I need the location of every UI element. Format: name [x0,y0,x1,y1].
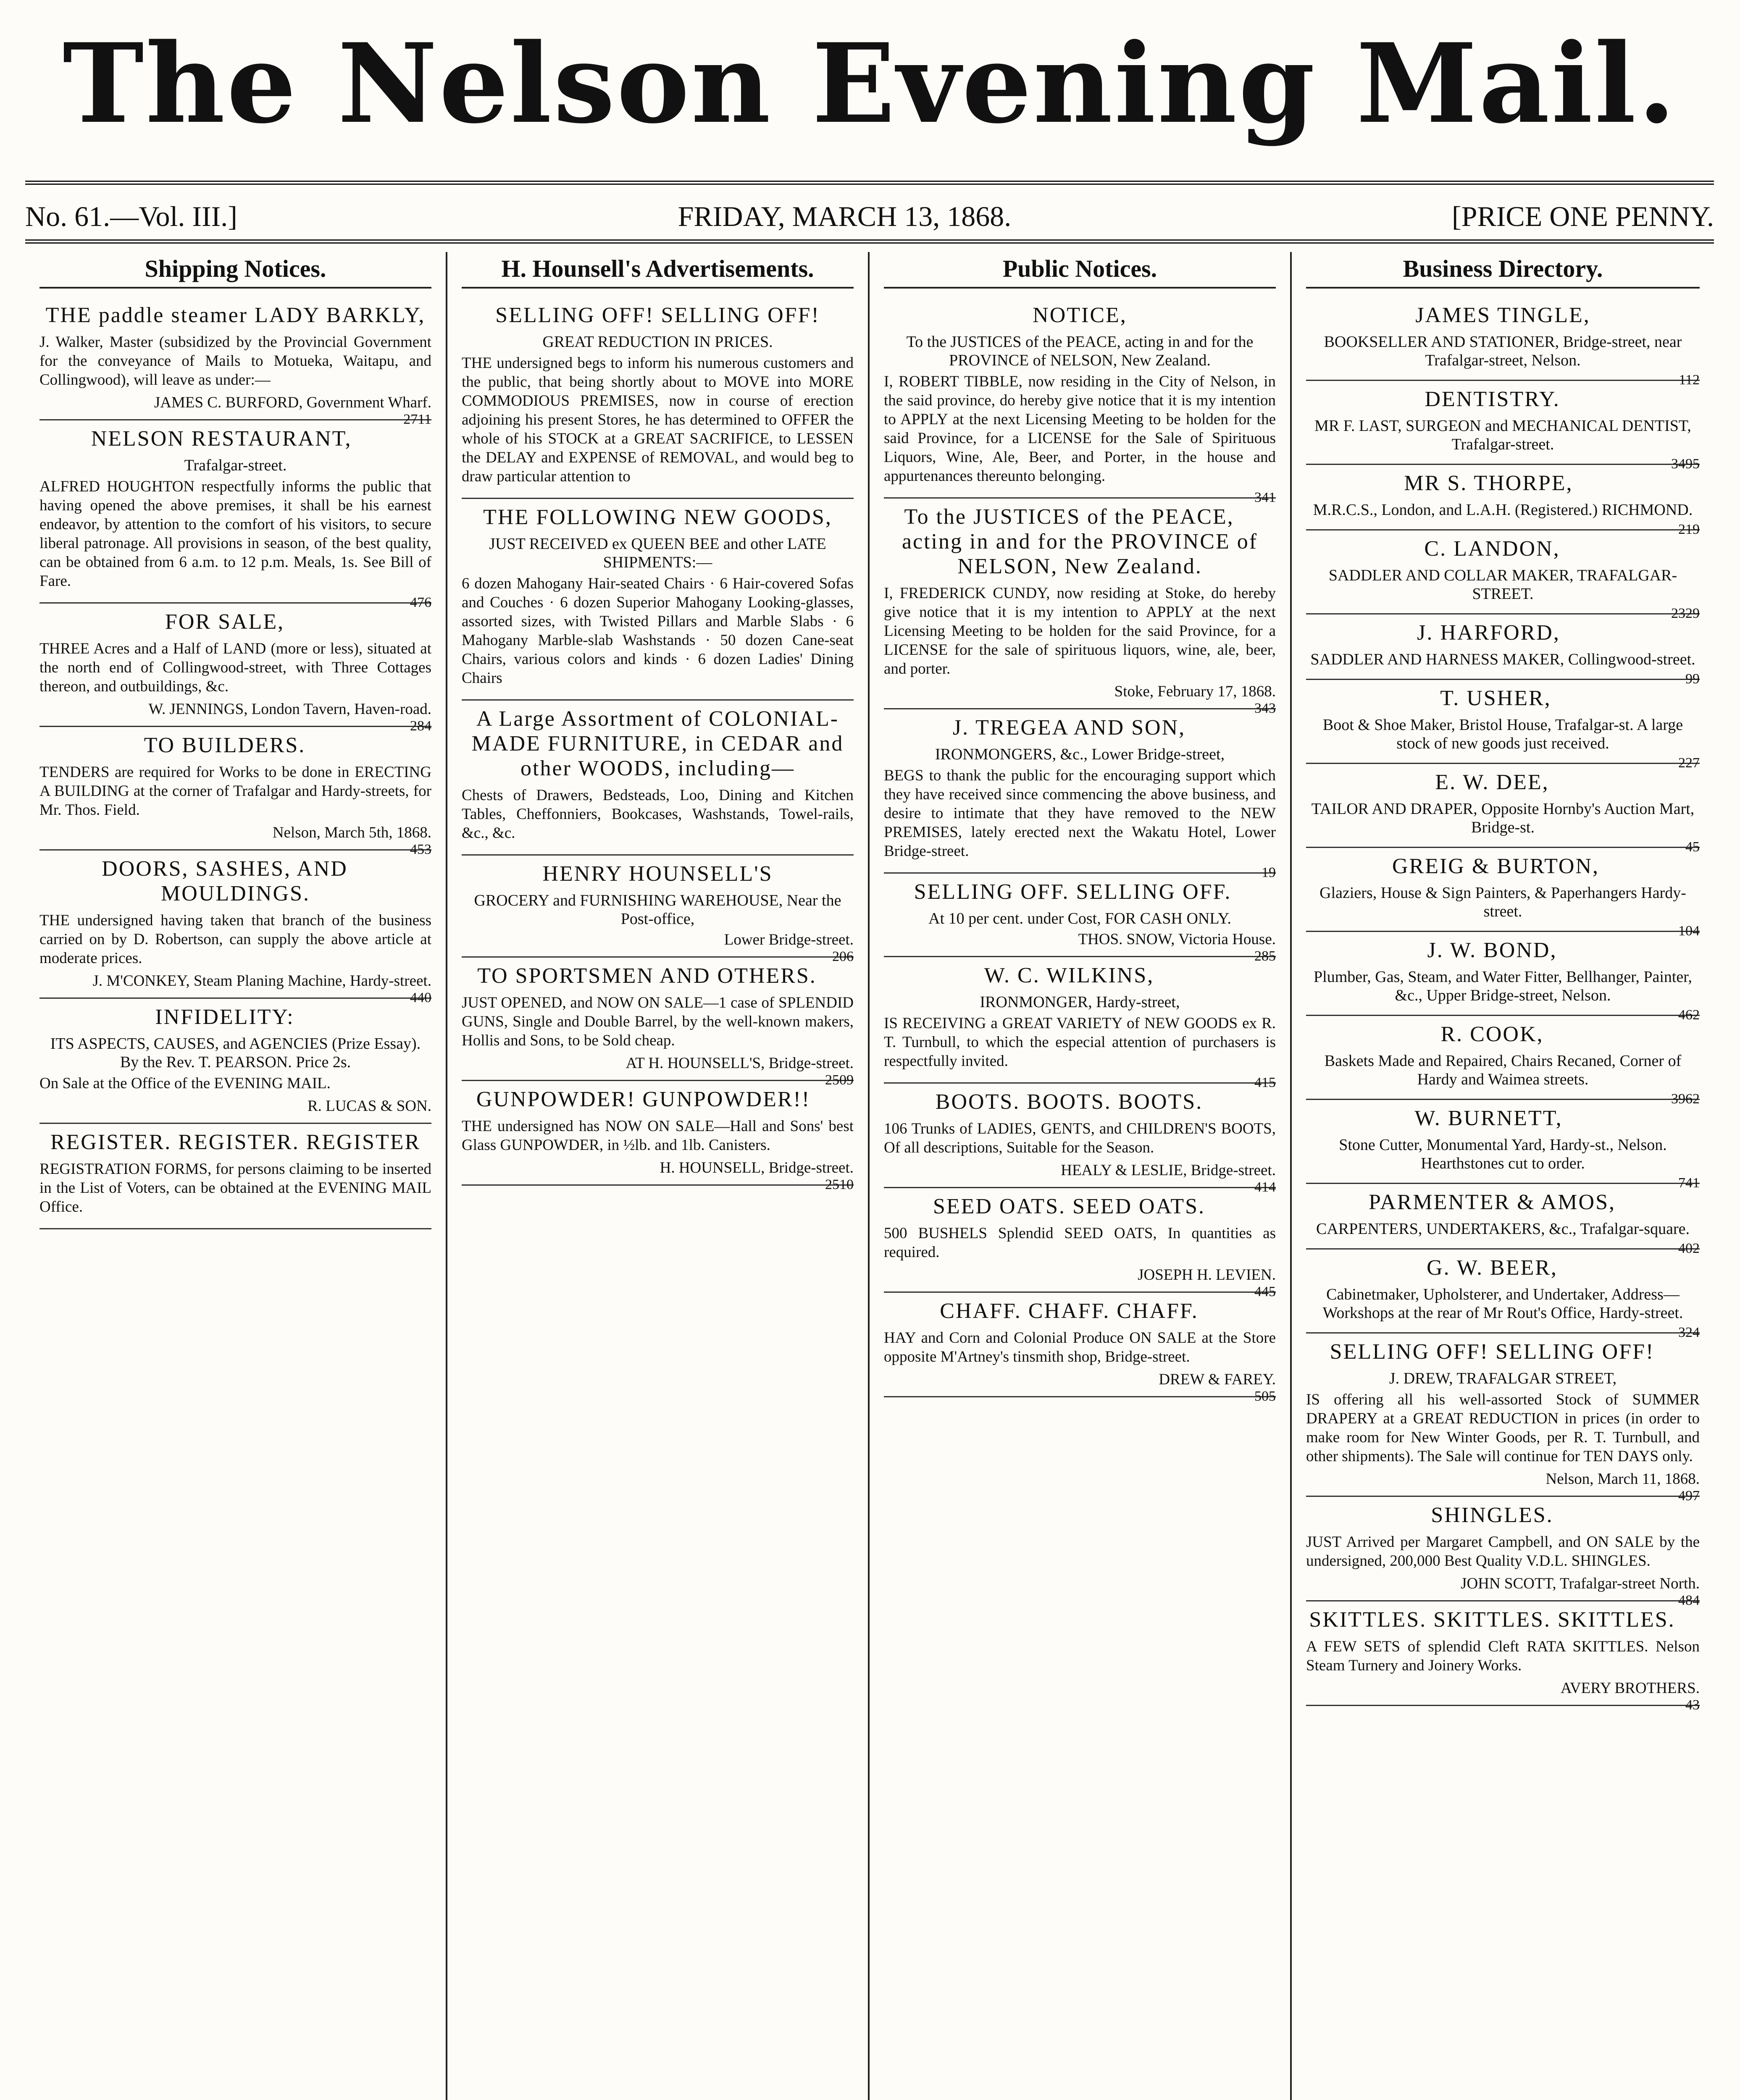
ad-sub: IRONMONGER, Hardy-street, [980,993,1180,1011]
ad-title: GUNPOWDER! GUNPOWDER!! [476,1087,811,1111]
advertisement [884,297,1276,505]
advertisement [884,957,1276,1090]
ad-sig: AVERY BROTHERS. [1560,1680,1700,1697]
ad-sub: Glaziers, House & Sign Painters, & Paperhangers Hardy-street. [1319,884,1686,920]
ad-sig: HEALY & LESLIE, Bridge-street. [1061,1162,1276,1179]
ad-title: J. W. BOND, [1427,938,1557,962]
ad-title: DENTISTRY. [1425,387,1560,411]
ad-sub: SADDLER AND HARNESS MAKER, Collingwood-street. [1310,651,1695,668]
ad-num: 484 [1678,1593,1700,1608]
ad-title: JAMES TINGLE, [1415,303,1590,327]
advertisement [462,1081,854,1192]
ad-title: TO BUILDERS. [144,733,306,757]
ad-sub: M.R.C.S., London, and L.A.H. (Registered.) RICHMOND. [1313,501,1693,519]
ad-num: 2509 [825,1072,854,1088]
ad-title: THE FOLLOWING NEW GOODS, [483,505,832,529]
ad-sig: Lower Bridge-street. [724,931,854,948]
ad-sub: JUST RECEIVED ex QUEEN BEE and other LATE SHIPMENTS:— [489,535,826,571]
ad-num: 284 [410,718,431,734]
ad-sig: J. M'CONKEY, Steam Planing Machine, Hardy-street. [92,972,431,990]
ad-num: 440 [410,990,431,1005]
column-4 [1292,252,1714,2100]
ad-body: J. Walker, Master (subsidized by the Provincial Government for the conveyance of Mails to Motueka, Waitapu, and Collingwood), will leave as under:— [39,333,431,388]
ad-title: GREIG & BURTON, [1392,854,1600,878]
advertisement [462,701,854,856]
ad-num: 415 [1254,1075,1276,1090]
ad-sub: At 10 per cent. under Cost, FOR CASH ONLY. [928,910,1231,927]
ad-body: ALFRED HOUGHTON respectfully informs the public that having opened the above premises, it shall be his earnest endeavor, by attention to the comfort of his visitors, to secure liberal patronage. All provisions in season, of the best quality, can be obtained from 6 a.m. to 12 p.m. Meals, 1s. See Bill of Fare. [39,478,431,590]
ad-sub: Stone Cutter, Monumental Yard, Hardy-st., Nelson. Hearthstones cut to order. [1339,1136,1667,1172]
ad-body: JUST Arrived per Margaret Campbell, and ON SALE by the undersigned, 200,000 Best Quality V.D.L. SHINGLES. [1306,1533,1700,1570]
ad-title: SHINGLES. [1431,1503,1553,1527]
advertisement [1306,297,1700,388]
advertisement [39,727,431,857]
ad-sub: Plumber, Gas, Steam, and Water Fitter, Bellhanger, Painter, &c., Upper Bridge-street, Nelson. [1314,968,1692,1004]
ad-sub: Cabinetmaker, Upholsterer, and Undertaker, Address—Workshops at the rear of Mr Rout's Office, Hardy-street. [1322,1286,1683,1322]
advertisement [1306,614,1700,687]
ad-title: G. W. BEER, [1427,1256,1558,1280]
advertisement [1306,1184,1700,1256]
dateline [25,197,1714,235]
ad-title: T. USHER, [1440,686,1551,710]
ad-sub: GROCERY and FURNISHING WAREHOUSE, Near the Post-office, [474,892,841,928]
ad-sig: H. HOUNSELL, Bridge-street. [660,1159,854,1176]
ad-num: 2711 [403,412,431,427]
ad-title: To the JUSTICES of the PEACE, acting in and for the PROVINCE of NELSON, New Zealand. [902,505,1258,578]
issue-number: No. 61.—Vol. III.] [25,200,237,232]
ad-body: IS offering all his well-assorted Stock of SUMMER DRAPERY at a GREAT REDUCTION in prices (in order to make room for New Winter Goods, per R. T. Turnbull, and other shipments). The Sale will continue for TEN DAYS only. [1306,1391,1700,1465]
ad-body: REGISTRATION FORMS, for persons claiming to be inserted in the List of Voters, can be obtained at the EVENING MAIL Office. [39,1160,431,1215]
ad-num: 476 [410,595,431,610]
ad-num: 45 [1685,839,1700,855]
ad-body: I, ROBERT TIBBLE, now residing in the City of Nelson, in the said province, do hereby give notice that it is my intention to APPLY at the next Licensing Meeting to be holden for the said Province, for a LICENSE for the Sale of Spirituous Liquors, Wine, Ale, Beer, and Porter, in the house and appurtenances thereunto belonging. [884,373,1276,485]
ad-title: J. TREGEA AND SON, [952,716,1186,740]
ad-sub: CARPENTERS, UNDERTAKERS, &c., Trafalgar-square. [1316,1220,1690,1238]
ad-sub: SADDLER AND COLLAR MAKER, TRAFALGAR-STREET. [1328,567,1677,603]
advertisement [39,297,431,427]
advertisement [884,1188,1276,1299]
ad-num: 112 [1679,372,1700,388]
advertisement [1306,932,1700,1023]
newspaper-title: The Nelson Evening Mail. [63,20,1677,148]
ad-body: THE undersigned having taken that branch of the business carried on by D. Robertson, can supply the above article at moderate prices. [39,912,431,967]
ad-title: SELLING OFF! SELLING OFF! [1330,1340,1655,1364]
ad-sub: Boot & Shoe Maker, Bristol House, Trafalgar-st. A large stock of new goods just received. [1322,716,1683,752]
advertisement [1306,381,1700,472]
ad-sig: JOSEPH H. LEVIEN. [1138,1266,1276,1284]
ad-title: SELLING OFF! SELLING OFF! [495,303,820,327]
advertisement [884,1293,1276,1404]
advertisement [462,856,854,964]
ad-body: IS RECEIVING a GREAT VARIETY of NEW GOODS ex R. T. Turnbull, to which the especial attention of purchasers is respectfully invited. [884,1015,1276,1070]
ad-sig: W. JENNINGS, London Tavern, Haven-road. [148,701,431,718]
ad-sig: AT H. HOUNSELL'S, Bridge-street. [626,1055,854,1072]
ad-num: 104 [1678,923,1700,939]
ad-sig: DREW & FAREY. [1159,1371,1276,1388]
ad-title: W. BURNETT, [1414,1106,1563,1130]
ad-num: 497 [1678,1488,1700,1504]
ad-sig: Nelson, March 5th, 1868. [272,824,431,841]
ad-num: 341 [1254,490,1276,505]
ad-sub: BOOKSELLER AND STATIONER, Bridge-street, near Trafalgar-street, Nelson. [1324,333,1682,369]
advertisement [39,850,431,1005]
advertisement [1306,680,1700,771]
ad-num: 453 [410,842,431,857]
advertisement [1306,465,1700,537]
ad-body: A FEW SETS of splendid Cleft RATA SKITTLES. Nelson Steam Turnery and Joinery Works. [1306,1638,1700,1674]
ad-title: INFIDELITY: [155,1005,294,1029]
ad-sub: IRONMONGERS, &c., Lower Bridge-street, [935,746,1225,763]
ad-sig: THOS. SNOW, Victoria House. [1078,931,1276,948]
ad-num: 324 [1678,1325,1700,1340]
ad-num: 2329 [1671,606,1700,621]
advertisement [39,604,431,734]
advertisement [1306,848,1700,939]
ad-num: 19 [1262,865,1276,880]
ad-num: 445 [1254,1284,1276,1299]
advertisement [462,958,854,1088]
ad-body: Chests of Drawers, Bedsteads, Loo, Dining and Kitchen Tables, Cheffonniers, Bookcases, Washstands, Towel-rails, &c., &c. [462,787,854,842]
ad-body: THE undersigned begs to inform his numerous customers and the public, that being shortly about to MOVE into MORE COMMODIOUS PREMISES, now in course of erection adjoining his present Stores, he has determined to OFFER the whole of his STOCK at a GREAT SACRIFICE, to LESSEN the DELAY and EXPENSE of REMOVAL, and would beg to draw particular attention to [462,354,854,485]
advertisement [884,499,1276,716]
ad-num: 505 [1254,1389,1276,1404]
ad-body: JUST OPENED, and NOW ON SALE—1 case of SPLENDID GUNS, Single and Double Barrel, by the well-known makers, Hollis and Sons, to be Sold cheap. [462,994,854,1049]
ad-num: 462 [1678,1007,1700,1023]
column-1 [25,252,447,2100]
ad-title: SELLING OFF. SELLING OFF. [914,880,1232,904]
ad-body: HAY and Corn and Colonial Produce ON SALE at the Store opposite M'Artney's tinsmith shop, Bridge-street. [884,1329,1276,1365]
ad-title: E. W. DEE, [1435,770,1549,794]
ad-sig: JAMES C. BURFORD, Government Wharf. [154,394,431,411]
ad-title: J. HARFORD, [1417,621,1560,645]
ad-body: 106 Trunks of LADIES, GENTS, and CHILDREN'S BOOTS, Of all descriptions, Suitable for the Season. [884,1120,1276,1156]
ad-title: SEED OATS. SEED OATS. [933,1194,1206,1218]
advertisement [39,1124,431,1229]
ad-title: W. C. WILKINS, [984,963,1154,987]
advertisement [1306,1100,1700,1191]
ad-sub: To the JUSTICES of the PEACE, acting in and for the PROVINCE of NELSON, New Zealand. [906,333,1254,369]
ad-title: CHAFF. CHAFF. CHAFF. [940,1299,1199,1323]
ad-body: BEGS to thank the public for the encouraging support which they have received since commencing the above business, and desire to intimate that they have removed to the NEW PREMISES, lately erected next the Wakatu Hotel, Lower Bridge-street. [884,767,1276,860]
ad-body: On Sale at the Office of the EVENING MAIL. [39,1075,331,1092]
ad-sig: R. LUCAS & SON. [307,1097,431,1115]
column-2 [447,252,870,2100]
column-3 [870,252,1292,2100]
advertisement [1306,1601,1700,1713]
ad-title: DOORS, SASHES, AND MOULDINGS. [102,857,348,906]
ad-title: HENRY HOUNSELL'S [542,862,773,886]
ad-num: 3962 [1671,1091,1700,1107]
column-header: Business Directory. [1306,252,1700,289]
ad-title: FOR SALE, [165,610,285,634]
advertisement [884,1084,1276,1195]
column-header: Shipping Notices. [39,252,431,289]
advertisement [884,709,1276,880]
ad-num: 206 [832,949,854,964]
column-header: H. Hounsell's Advertisements. [462,252,854,289]
dateline-rule [25,239,1714,244]
ad-title: REGISTER. REGISTER. REGISTER [50,1130,421,1154]
advertisement [39,999,431,1124]
ad-sub: ITS ASPECTS, CAUSES, and AGENCIES (Prize Essay). By the Rev. T. PEARSON. Price 2s. [50,1035,421,1071]
advertisement [1306,1334,1700,1504]
ad-title: NELSON RESTAURANT, [91,427,352,451]
ad-num: 219 [1678,522,1700,537]
advertisement [1306,1497,1700,1608]
advertisement [1306,1016,1700,1107]
ad-num: 343 [1254,701,1276,716]
ad-body: TENDERS are required for Works to be done in ERECTING A BUILDING at the corner of Trafalgar and Hardy-streets, for Mr. Thos. Field. [39,764,431,819]
ad-title: BOOTS. BOOTS. BOOTS. [935,1090,1203,1114]
issue-date: FRIDAY, MARCH 13, 1868. [678,200,1012,232]
advertisement [462,297,854,499]
ad-sig: Nelson, March 11, 1868. [1545,1470,1700,1488]
masthead-rule [25,181,1714,185]
masthead [0,0,1740,176]
ad-num: 99 [1685,671,1700,687]
ad-body: 500 BUSHELS Splendid SEED OATS, In quantities as required. [884,1225,1276,1261]
ad-num: 43 [1685,1697,1700,1713]
advertisement [1306,1250,1700,1340]
columns-container [25,252,1714,2100]
ad-sub: TAILOR AND DRAPER, Opposite Hornby's Auction Mart, Bridge-st. [1311,800,1695,836]
ad-num: 2510 [825,1177,854,1192]
ad-title: C. LANDON, [1424,537,1560,561]
ad-title: MR S. THORPE, [1404,471,1573,495]
advertisement [39,420,431,610]
ad-title: R. COOK, [1440,1022,1544,1046]
ad-sub: MR F. LAST, SURGEON and MECHANICAL DENTIST, Trafalgar-street. [1314,417,1691,453]
advertisement [462,499,854,701]
issue-price: [PRICE ONE PENNY. [1451,200,1714,232]
ad-title: PARMENTER & AMOS, [1369,1190,1616,1214]
ad-num: 402 [1678,1241,1700,1256]
ad-body: THE undersigned has NOW ON SALE—Hall and Sons' best Glass GUNPOWDER, in ½lb. and 1lb. Canisters. [462,1118,854,1154]
ad-num: 3495 [1671,456,1700,472]
ad-sub: GREAT REDUCTION IN PRICES. [542,333,773,351]
ad-body: I, FREDERICK CUNDY, now residing at Stoke, do hereby give notice that it is my intention to APPLY at the next Licensing Meeting to be holden for the said Province, for a LICENSE for the sale of spirituous liquors, wine, ale, beer, and porter. [884,585,1276,677]
ad-sub: J. DREW, TRAFALGAR STREET, [1389,1370,1617,1387]
ad-title: NOTICE, [1033,303,1127,327]
ad-title: THE paddle steamer LADY BARKLY, [45,303,426,327]
ad-title: TO SPORTSMEN AND OTHERS. [477,964,817,988]
column-header: Public Notices. [884,252,1276,289]
ad-body: 6 dozen Mahogany Hair-seated Chairs · 6 Hair-covered Sofas and Couches · 6 dozen Superior Mahogany Looking-glasses, assorted sizes, with Twisted Pillars and Marble Slabs · 6 Mahogany Marble-slab Washstands · 50 dozen Cane-seat Chairs, various colors and kinds · 6 dozen Ladies' Dining Chairs [462,575,854,687]
ad-num: 285 [1254,948,1276,964]
advertisement [1306,764,1700,855]
advertisement [884,874,1276,964]
ad-num: 227 [1678,755,1700,771]
ad-sub: Baskets Made and Repaired, Chairs Recaned, Corner of Hardy and Waimea streets. [1324,1052,1682,1088]
ad-num: 741 [1678,1175,1700,1191]
ad-title: A Large Assortment of COLONIAL-MADE FURNITURE, in CEDAR and other WOODS, including— [471,707,844,780]
ad-title: SKITTLES. SKITTLES. SKITTLES. [1309,1608,1675,1632]
ad-sig: Stoke, February 17, 1868. [1114,683,1276,700]
ad-sig: JOHN SCOTT, Trafalgar-street North. [1461,1575,1700,1592]
advertisement [1306,530,1700,621]
ad-num: 414 [1254,1179,1276,1195]
ad-sub: Trafalgar-street. [184,457,287,474]
ad-body: THREE Acres and a Half of LAND (more or less), situated at the north end of Collingwood-street, with Three Cottages thereon, and outbuildings, &c. [39,640,431,695]
